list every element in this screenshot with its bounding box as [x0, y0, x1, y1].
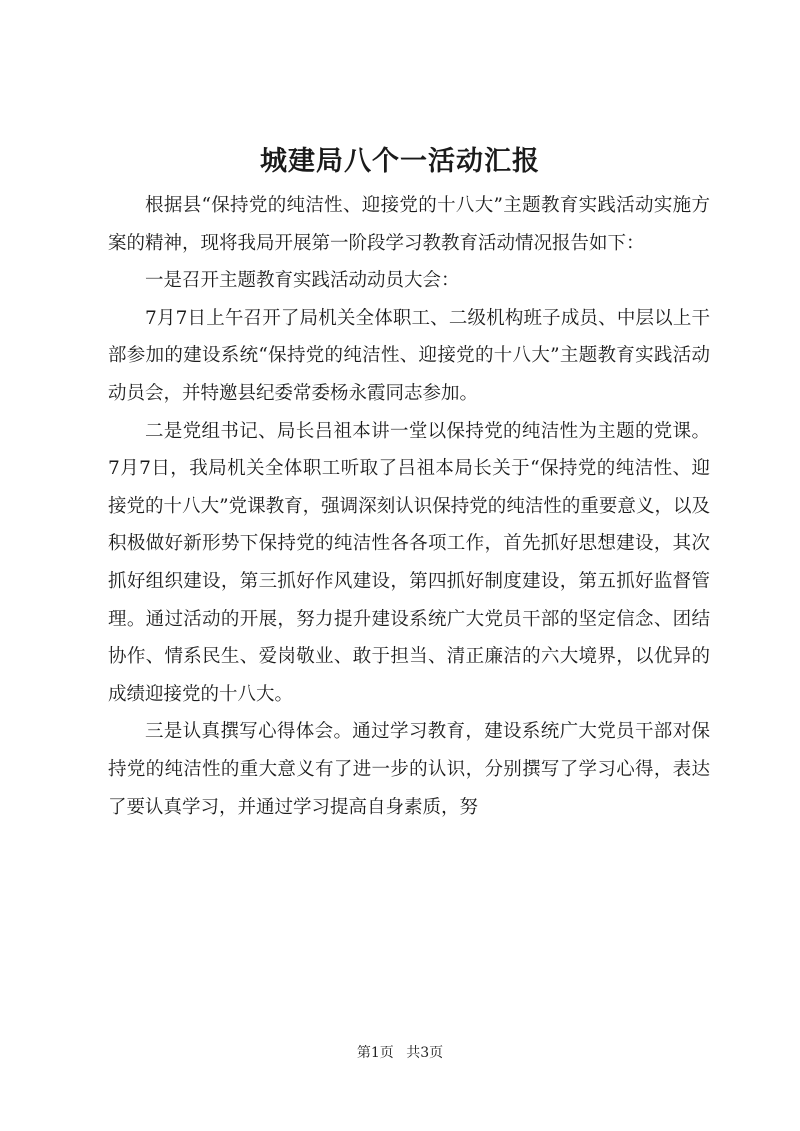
paragraph-item-3: 三是认真撰写心得体会。通过学习教育，建设系统广大党员干部对保持党的纯洁性的重大意义有了进一步的认识，分别撰写了学习心得，表达了要认真学习，并通过学习提高自身素质，努 — [108, 721, 710, 818]
page-total: 共3页 — [406, 1045, 444, 1061]
page-number: 第1页 — [356, 1045, 394, 1061]
page-footer — [0, 1043, 800, 1063]
paragraph-intro: 根据县“保持党的纯洁性、迎接党的十八大”主题教育实践活动实施方案的精神，现将我局开展第一阶段学习教教育活动情况报告如下： — [108, 195, 710, 254]
paragraph-item-1-detail: 7月7日上午召开了局机关全体职工、二级机构班子成员、中层以上干部参加的建设系统“保持党的纯洁性、迎接党的十八大”主题教育实践活动动员会，并特邀县纪委常委杨永霞同志参加。 — [108, 307, 710, 404]
document-body — [108, 187, 710, 826]
paragraph-item-1-heading: 一是召开主题教育实践活动动员大会： — [145, 270, 460, 292]
document-title: 城建局八个一活动汇报 — [260, 146, 540, 177]
paragraph-item-2: 二是党组书记、局长吕祖本讲一堂以保持党的纯洁性为主题的党课。7月7日，我局机关全体职工听取了吕祖本局长关于“保持党的纯洁性、迎接党的十八大”党课教育，强调深刻认识保持党的纯洁性的重要意义，以及积极做好新形势下保持党的纯洁性各各项工作，首先抓好思想建设，其次抓好组织建设，第三抓好作风建设，第四抓好制度建设，第五抓好监督管理。通过活动的开展，努力提升建设系统广大党员干部的坚定信念、团结协作、情系民生、爱岗敬业、敢于担当、清正廉洁的六大境界，以优异的成绩迎接党的十八大。 — [108, 420, 710, 705]
